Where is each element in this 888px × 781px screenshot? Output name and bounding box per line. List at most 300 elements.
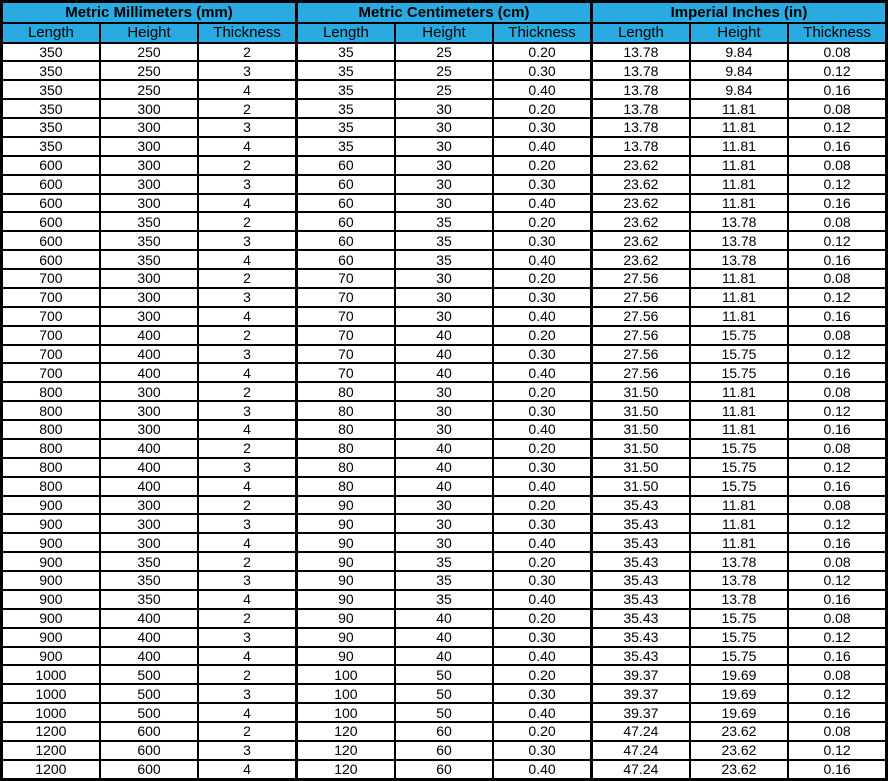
cell-cm-length: 35: [296, 137, 394, 156]
cell-mm-length: 800: [2, 439, 100, 458]
cell-in-thickness: 0.16: [788, 590, 886, 609]
cell-cm-length: 90: [296, 496, 394, 515]
cell-in-length: 31.50: [591, 382, 689, 401]
cell-cm-thickness: 0.40: [493, 760, 591, 780]
cell-mm-length: 700: [2, 326, 100, 345]
cell-mm-thickness: 2: [198, 212, 296, 231]
cell-cm-height: 30: [395, 175, 493, 194]
cell-mm-thickness: 3: [198, 458, 296, 477]
cell-mm-length: 700: [2, 288, 100, 307]
cell-mm-length: 350: [2, 118, 100, 137]
cell-mm-thickness: 4: [198, 533, 296, 552]
cell-cm-thickness: 0.40: [493, 80, 591, 99]
cell-mm-length: 900: [2, 628, 100, 647]
cell-cm-height: 40: [395, 628, 493, 647]
cell-in-height: 23.62: [690, 722, 788, 741]
cell-in-height: 11.81: [690, 137, 788, 156]
cell-mm-height: 400: [100, 609, 198, 628]
cell-mm-thickness: 4: [198, 80, 296, 99]
cell-cm-height: 60: [395, 741, 493, 760]
cell-cm-thickness: 0.30: [493, 231, 591, 250]
cell-in-thickness: 0.16: [788, 420, 886, 439]
cell-cm-thickness: 0.30: [493, 514, 591, 533]
cell-mm-thickness: 4: [198, 477, 296, 496]
table-row: [2, 552, 887, 571]
cell-in-height: 15.75: [690, 439, 788, 458]
cell-cm-height: 60: [395, 760, 493, 780]
cell-in-height: 11.81: [690, 533, 788, 552]
cell-in-length: 35.43: [591, 514, 689, 533]
cell-cm-height: 30: [395, 307, 493, 326]
cell-mm-thickness: 3: [198, 628, 296, 647]
table-row: [2, 571, 887, 590]
cell-mm-height: 300: [100, 533, 198, 552]
cell-mm-height: 400: [100, 363, 198, 382]
cell-mm-height: 350: [100, 590, 198, 609]
cell-mm-length: 900: [2, 647, 100, 666]
cell-mm-thickness: 4: [198, 420, 296, 439]
cell-in-thickness: 0.16: [788, 477, 886, 496]
cell-mm-height: 400: [100, 439, 198, 458]
cell-mm-thickness: 4: [198, 194, 296, 213]
cell-cm-length: 100: [296, 684, 394, 703]
cell-cm-height: 30: [395, 99, 493, 118]
cell-in-height: 11.81: [690, 99, 788, 118]
cell-in-height: 13.78: [690, 212, 788, 231]
cell-in-length: 31.50: [591, 420, 689, 439]
cell-in-length: 23.62: [591, 175, 689, 194]
table-row: [2, 590, 887, 609]
cell-cm-height: 35: [395, 250, 493, 269]
cell-mm-thickness: 2: [198, 609, 296, 628]
cell-cm-height: 30: [395, 401, 493, 420]
cell-in-height: 15.75: [690, 458, 788, 477]
cell-mm-height: 350: [100, 231, 198, 250]
cell-in-height: 11.81: [690, 307, 788, 326]
cell-cm-length: 90: [296, 552, 394, 571]
cell-in-length: 31.50: [591, 401, 689, 420]
table-row: [2, 212, 887, 231]
cell-in-thickness: 0.16: [788, 647, 886, 666]
table-row: [2, 175, 887, 194]
cell-mm-length: 900: [2, 590, 100, 609]
cell-in-height: 15.75: [690, 363, 788, 382]
cell-in-length: 39.37: [591, 665, 689, 684]
cell-in-height: 11.81: [690, 269, 788, 288]
cell-in-length: 23.62: [591, 250, 689, 269]
table-row: [2, 345, 887, 364]
cell-cm-thickness: 0.40: [493, 477, 591, 496]
cell-cm-thickness: 0.40: [493, 194, 591, 213]
cell-cm-length: 80: [296, 420, 394, 439]
cell-cm-height: 30: [395, 156, 493, 175]
cell-in-length: 39.37: [591, 684, 689, 703]
cell-mm-height: 300: [100, 99, 198, 118]
cell-cm-length: 90: [296, 647, 394, 666]
cell-cm-length: 35: [296, 43, 394, 62]
cell-in-height: 23.62: [690, 741, 788, 760]
table-row: [2, 760, 887, 780]
cell-mm-height: 250: [100, 61, 198, 80]
cell-mm-height: 400: [100, 345, 198, 364]
cell-cm-length: 35: [296, 61, 394, 80]
cell-in-height: 11.81: [690, 420, 788, 439]
cell-mm-height: 600: [100, 722, 198, 741]
cell-mm-height: 400: [100, 628, 198, 647]
cell-cm-length: 100: [296, 703, 394, 722]
table-row: [2, 665, 887, 684]
table-row: [2, 382, 887, 401]
cell-mm-length: 1200: [2, 760, 100, 780]
cell-in-length: 47.24: [591, 760, 689, 780]
cell-in-thickness: 0.16: [788, 137, 886, 156]
cell-mm-height: 300: [100, 156, 198, 175]
cell-in-thickness: 0.08: [788, 609, 886, 628]
cell-mm-length: 1000: [2, 684, 100, 703]
cell-cm-length: 35: [296, 99, 394, 118]
cell-cm-thickness: 0.40: [493, 363, 591, 382]
cell-in-height: 11.81: [690, 514, 788, 533]
table-row: [2, 439, 887, 458]
cell-cm-height: 40: [395, 458, 493, 477]
cell-cm-thickness: 0.30: [493, 741, 591, 760]
cell-cm-thickness: 0.30: [493, 628, 591, 647]
cell-cm-thickness: 0.20: [493, 552, 591, 571]
cell-cm-length: 80: [296, 458, 394, 477]
cell-mm-height: 350: [100, 212, 198, 231]
cell-in-height: 15.75: [690, 609, 788, 628]
cell-mm-height: 600: [100, 741, 198, 760]
cell-in-length: 27.56: [591, 363, 689, 382]
cell-in-thickness: 0.12: [788, 571, 886, 590]
cell-cm-thickness: 0.40: [493, 137, 591, 156]
cell-cm-thickness: 0.30: [493, 458, 591, 477]
table-row: [2, 458, 887, 477]
cell-in-thickness: 0.16: [788, 80, 886, 99]
cell-mm-height: 350: [100, 250, 198, 269]
cell-in-thickness: 0.12: [788, 684, 886, 703]
cell-mm-length: 700: [2, 269, 100, 288]
table-row: [2, 288, 887, 307]
table-row: [2, 477, 887, 496]
cell-in-thickness: 0.16: [788, 194, 886, 213]
cell-mm-length: 600: [2, 156, 100, 175]
table-row: [2, 647, 887, 666]
cell-cm-length: 60: [296, 175, 394, 194]
cell-cm-length: 90: [296, 514, 394, 533]
cell-mm-length: 1000: [2, 665, 100, 684]
cell-in-length: 27.56: [591, 326, 689, 345]
cell-cm-height: 25: [395, 80, 493, 99]
cell-cm-height: 30: [395, 269, 493, 288]
cell-mm-length: 800: [2, 382, 100, 401]
cell-mm-height: 300: [100, 175, 198, 194]
cell-mm-length: 350: [2, 80, 100, 99]
table-row: [2, 363, 887, 382]
table-row: [2, 741, 887, 760]
table-row: [2, 99, 887, 118]
cell-mm-height: 300: [100, 401, 198, 420]
cell-in-length: 13.78: [591, 137, 689, 156]
cell-cm-height: 50: [395, 665, 493, 684]
cell-cm-height: 40: [395, 345, 493, 364]
cell-in-length: 35.43: [591, 647, 689, 666]
cell-in-height: 9.84: [690, 80, 788, 99]
cell-cm-height: 25: [395, 43, 493, 62]
cell-in-height: 11.81: [690, 401, 788, 420]
cell-cm-thickness: 0.20: [493, 382, 591, 401]
col-header-mm-thickness: Thickness: [198, 23, 296, 43]
table-row: [2, 722, 887, 741]
cell-in-thickness: 0.08: [788, 382, 886, 401]
cell-mm-length: 1200: [2, 741, 100, 760]
cell-mm-length: 700: [2, 307, 100, 326]
cell-cm-thickness: 0.20: [493, 439, 591, 458]
cell-mm-height: 400: [100, 326, 198, 345]
cell-in-thickness: 0.12: [788, 61, 886, 80]
cell-in-thickness: 0.12: [788, 231, 886, 250]
cell-in-thickness: 0.12: [788, 628, 886, 647]
cell-mm-thickness: 3: [198, 175, 296, 194]
cell-in-thickness: 0.12: [788, 458, 886, 477]
cell-in-length: 35.43: [591, 590, 689, 609]
cell-mm-height: 400: [100, 458, 198, 477]
cell-mm-thickness: 4: [198, 363, 296, 382]
table-row: [2, 326, 887, 345]
cell-mm-thickness: 4: [198, 647, 296, 666]
cell-cm-thickness: 0.30: [493, 61, 591, 80]
cell-cm-thickness: 0.20: [493, 156, 591, 175]
section-title-row: [2, 2, 887, 23]
cell-mm-height: 300: [100, 269, 198, 288]
cell-cm-thickness: 0.30: [493, 345, 591, 364]
cell-in-length: 31.50: [591, 458, 689, 477]
cell-in-height: 15.75: [690, 647, 788, 666]
cell-in-length: 35.43: [591, 533, 689, 552]
section-title-metric-mm: Metric Millimeters (mm): [2, 2, 297, 23]
cell-mm-length: 350: [2, 99, 100, 118]
cell-mm-thickness: 4: [198, 250, 296, 269]
cell-in-thickness: 0.08: [788, 439, 886, 458]
cell-cm-thickness: 0.30: [493, 288, 591, 307]
cell-mm-thickness: 4: [198, 590, 296, 609]
cell-mm-length: 1000: [2, 703, 100, 722]
cell-in-length: 23.62: [591, 194, 689, 213]
cell-mm-thickness: 4: [198, 703, 296, 722]
cell-in-thickness: 0.12: [788, 741, 886, 760]
cell-mm-thickness: 2: [198, 552, 296, 571]
cell-mm-thickness: 4: [198, 137, 296, 156]
cell-in-length: 35.43: [591, 571, 689, 590]
cell-mm-height: 300: [100, 118, 198, 137]
cell-mm-length: 700: [2, 363, 100, 382]
cell-cm-thickness: 0.40: [493, 533, 591, 552]
cell-mm-thickness: 4: [198, 307, 296, 326]
cell-in-length: 13.78: [591, 61, 689, 80]
col-header-in-length: Length: [591, 23, 689, 43]
cell-cm-height: 40: [395, 326, 493, 345]
cell-cm-height: 35: [395, 552, 493, 571]
cell-in-thickness: 0.12: [788, 514, 886, 533]
cell-mm-thickness: 3: [198, 401, 296, 420]
cell-in-length: 35.43: [591, 496, 689, 515]
cell-mm-length: 800: [2, 401, 100, 420]
cell-in-thickness: 0.08: [788, 496, 886, 515]
cell-in-thickness: 0.08: [788, 99, 886, 118]
cell-mm-thickness: 2: [198, 43, 296, 62]
cell-cm-thickness: 0.20: [493, 609, 591, 628]
cell-in-height: 11.81: [690, 382, 788, 401]
cell-mm-thickness: 2: [198, 496, 296, 515]
cell-cm-height: 30: [395, 514, 493, 533]
cell-mm-thickness: 3: [198, 118, 296, 137]
cell-cm-height: 25: [395, 61, 493, 80]
cell-mm-thickness: 3: [198, 741, 296, 760]
cell-cm-length: 70: [296, 269, 394, 288]
column-header-row: [2, 23, 887, 43]
cell-in-length: 39.37: [591, 703, 689, 722]
cell-in-thickness: 0.16: [788, 250, 886, 269]
cell-mm-thickness: 3: [198, 231, 296, 250]
cell-cm-length: 90: [296, 590, 394, 609]
cell-cm-thickness: 0.20: [493, 43, 591, 62]
cell-cm-length: 90: [296, 628, 394, 647]
cell-in-thickness: 0.16: [788, 307, 886, 326]
table-row: [2, 231, 887, 250]
cell-in-length: 47.24: [591, 741, 689, 760]
cell-mm-thickness: 2: [198, 665, 296, 684]
cell-cm-height: 50: [395, 684, 493, 703]
col-header-cm-length: Length: [296, 23, 394, 43]
cell-in-height: 13.78: [690, 231, 788, 250]
cell-mm-height: 400: [100, 647, 198, 666]
cell-mm-thickness: 3: [198, 514, 296, 533]
cell-cm-length: 35: [296, 118, 394, 137]
cell-in-length: 23.62: [591, 212, 689, 231]
cell-mm-length: 800: [2, 458, 100, 477]
cell-mm-length: 1200: [2, 722, 100, 741]
cell-in-thickness: 0.12: [788, 288, 886, 307]
cell-mm-height: 300: [100, 496, 198, 515]
cell-cm-length: 60: [296, 194, 394, 213]
cell-cm-length: 80: [296, 382, 394, 401]
table-row: [2, 514, 887, 533]
cell-cm-height: 30: [395, 382, 493, 401]
cell-in-thickness: 0.08: [788, 552, 886, 571]
cell-cm-thickness: 0.30: [493, 118, 591, 137]
cell-mm-length: 350: [2, 61, 100, 80]
table-row: [2, 80, 887, 99]
cell-in-height: 11.81: [690, 288, 788, 307]
cell-cm-length: 70: [296, 345, 394, 364]
cell-in-length: 31.50: [591, 477, 689, 496]
cell-cm-thickness: 0.30: [493, 175, 591, 194]
cell-in-length: 13.78: [591, 118, 689, 137]
cell-cm-height: 30: [395, 194, 493, 213]
col-header-cm-thickness: Thickness: [493, 23, 591, 43]
table-row: [2, 496, 887, 515]
cell-in-height: 11.81: [690, 175, 788, 194]
cell-cm-thickness: 0.30: [493, 571, 591, 590]
table-row: [2, 43, 887, 62]
cell-cm-length: 80: [296, 439, 394, 458]
cell-mm-thickness: 3: [198, 345, 296, 364]
cell-mm-thickness: 3: [198, 61, 296, 80]
cell-mm-height: 500: [100, 703, 198, 722]
cell-mm-length: 600: [2, 194, 100, 213]
cell-mm-height: 250: [100, 80, 198, 99]
cell-mm-height: 300: [100, 382, 198, 401]
cell-mm-length: 800: [2, 477, 100, 496]
col-header-mm-length: Length: [2, 23, 100, 43]
cell-mm-thickness: 2: [198, 269, 296, 288]
cell-mm-length: 700: [2, 345, 100, 364]
cell-cm-thickness: 0.40: [493, 307, 591, 326]
table-row: [2, 137, 887, 156]
cell-mm-thickness: 2: [198, 156, 296, 175]
cell-cm-length: 60: [296, 212, 394, 231]
cell-cm-height: 40: [395, 363, 493, 382]
cell-in-height: 9.84: [690, 43, 788, 62]
cell-mm-height: 400: [100, 477, 198, 496]
cell-cm-height: 35: [395, 212, 493, 231]
cell-cm-length: 60: [296, 156, 394, 175]
cell-cm-length: 90: [296, 609, 394, 628]
cell-cm-length: 70: [296, 288, 394, 307]
cell-in-height: 13.78: [690, 250, 788, 269]
col-header-in-thickness: Thickness: [788, 23, 886, 43]
cell-mm-thickness: 4: [198, 760, 296, 780]
cell-mm-height: 300: [100, 307, 198, 326]
cell-in-length: 27.56: [591, 345, 689, 364]
cell-mm-length: 900: [2, 571, 100, 590]
cell-mm-height: 300: [100, 137, 198, 156]
cell-cm-thickness: 0.20: [493, 722, 591, 741]
cell-cm-height: 35: [395, 590, 493, 609]
cell-cm-length: 90: [296, 571, 394, 590]
cell-cm-thickness: 0.40: [493, 703, 591, 722]
table-row: [2, 628, 887, 647]
cell-mm-length: 900: [2, 514, 100, 533]
cell-mm-length: 900: [2, 609, 100, 628]
cell-cm-height: 30: [395, 533, 493, 552]
cell-in-thickness: 0.08: [788, 722, 886, 741]
cell-in-length: 23.62: [591, 156, 689, 175]
cell-cm-thickness: 0.40: [493, 250, 591, 269]
cell-in-thickness: 0.08: [788, 665, 886, 684]
cell-in-thickness: 0.12: [788, 345, 886, 364]
cell-cm-thickness: 0.20: [493, 269, 591, 288]
cell-in-thickness: 0.08: [788, 326, 886, 345]
cell-in-length: 47.24: [591, 722, 689, 741]
table-body: [2, 43, 887, 780]
cell-in-height: 11.81: [690, 496, 788, 515]
cell-mm-thickness: 2: [198, 382, 296, 401]
cell-cm-thickness: 0.30: [493, 684, 591, 703]
table-row: [2, 401, 887, 420]
cell-cm-length: 70: [296, 307, 394, 326]
cell-mm-thickness: 3: [198, 684, 296, 703]
section-title-imperial-in: Imperial Inches (in): [591, 2, 886, 23]
cell-cm-thickness: 0.40: [493, 590, 591, 609]
table-row: [2, 269, 887, 288]
cell-in-thickness: 0.08: [788, 43, 886, 62]
cell-mm-thickness: 2: [198, 99, 296, 118]
cell-mm-height: 500: [100, 684, 198, 703]
table-row: [2, 609, 887, 628]
table-row: [2, 684, 887, 703]
cell-cm-height: 30: [395, 118, 493, 137]
